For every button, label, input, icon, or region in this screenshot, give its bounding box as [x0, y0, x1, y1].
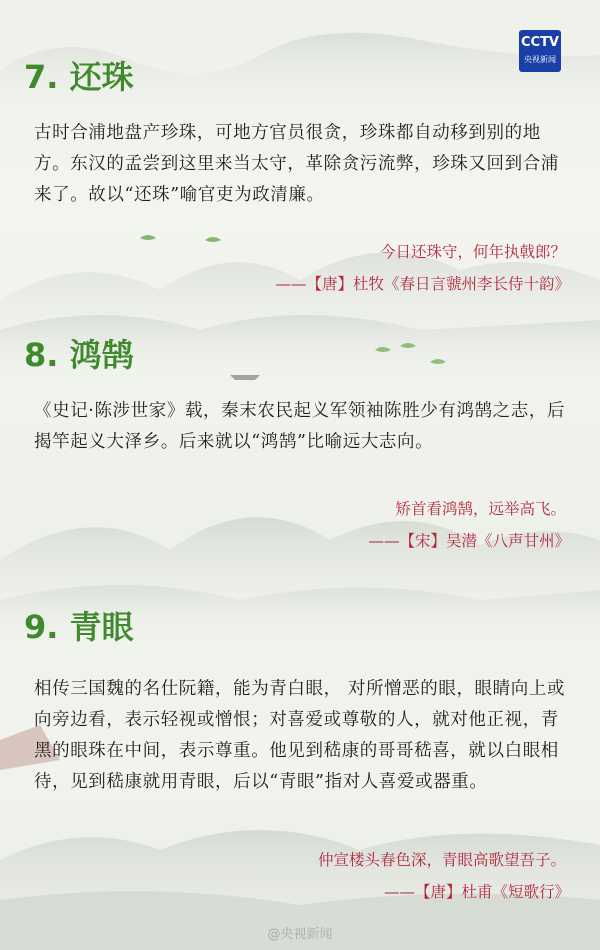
section-7-source: ——【唐】杜牧《春日言虢州李长侍十韵》 [275, 275, 570, 293]
section-7-title: 7. 还珠 [24, 58, 134, 96]
section-9-title: 9. 青眼 [24, 608, 134, 646]
section-9-quote: 仲宣楼头春色深，青眼高歌望吾子。 [317, 851, 566, 869]
section-9-source: ——【唐】杜甫《短歌行》 [383, 883, 570, 901]
section-8-quote: 矫首看鸿鹄，远举高飞。 [395, 500, 566, 518]
section-7-body: 古时合浦地盘产珍珠，可地方官员很贪，珍珠都自动移到别的地方。东汉的孟尝到这里来当太守，革除贪污流弊，珍珠又回到合浦来了。故以“还珠”喻官吏为政清廉。 [34, 123, 559, 205]
section-8-source: ——【宋】吴潜《八声甘州》 [368, 532, 570, 550]
section-8-body: 《史记·陈涉世家》载，秦末农民起义军领袖陈胜少有鸿鹄之志，后揭竿起义大泽乡。后来就以“鸿鹄”比喻远大志向。 [34, 401, 566, 452]
cctv-news-logo [519, 30, 561, 72]
section-9-body: 相传三国魏的名仕阮籍，能为青白眼， 对所憎恶的眼，眼睛向上或向旁边看，表示轻视或憎恨；对喜爱或尊敬的人，就对他正视，青黑的眼珠在中间，表示尊重。他见到嵇康的哥哥嵇喜，就以白眼相待，见到嵇康就用青眼，后以“青眼”指对人喜爱或器重。 [34, 679, 566, 792]
section-7-quote: 今日还珠守，何年执戟郎？ [379, 243, 566, 261]
logo-text-sub: 央视新闻 [524, 55, 556, 64]
logo-text-main: CCTV [520, 35, 559, 50]
weibo-watermark: @央视新闻 [267, 927, 333, 942]
section-8-title: 8. 鸿鹄 [24, 336, 134, 374]
